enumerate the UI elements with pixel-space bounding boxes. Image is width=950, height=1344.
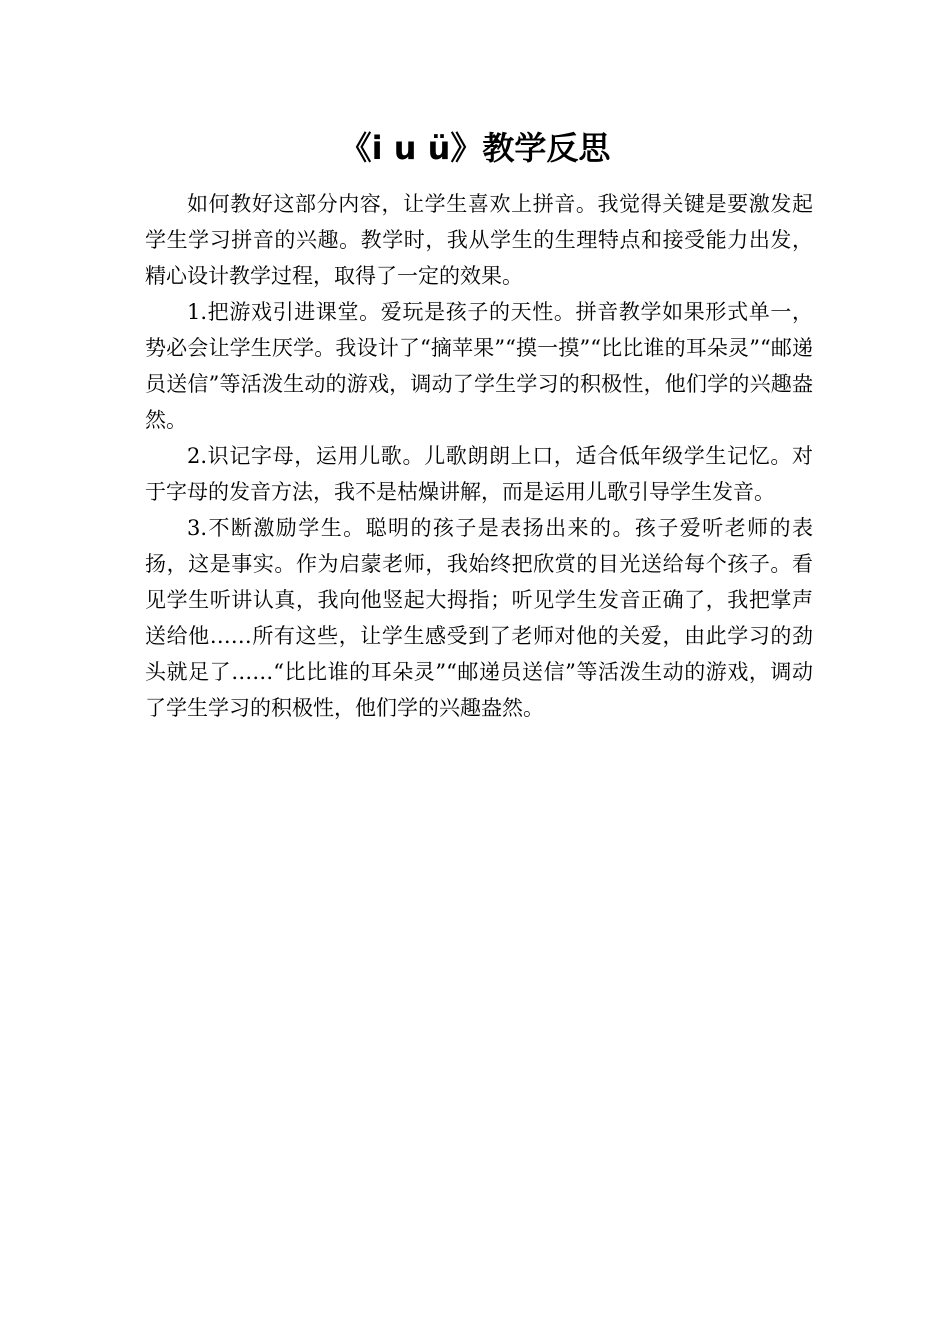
paragraph-intro: 如何教好这部分内容，让学生喜欢上拼音。我觉得关键是要激发起学生学习拼音的兴趣。教学时，我从学生的生理特点和接受能力出发，精心设计教学过程，取得了一定的效果。 [145,192,813,288]
paragraph-point-3: 3.不断激励学生。聪明的孩子是表扬出来的。孩子爱听老师的表扬，这是事实。作为启蒙老师，我始终把欣赏的目光送给每个孩子。看见学生听讲认真，我向他竖起大拇指；听见学生发音正确了，我把掌声送给他……所有这些，让学生感受到了老师对他的关爱，由此学习的劲头就足了……“比比谁的耳朵灵”“邮递员送信”等活泼生动的游戏，调动了学生学习的积极性，他们学的兴趣盎然。 [145,516,813,720]
paragraph-point-2: 2.识记字母，运用儿歌。儿歌朗朗上口，适合低年级学生记忆。对于字母的发音方法，我不是枯燥讲解，而是运用儿歌引导学生发音。 [145,444,813,504]
document-title: 《i u ü》教学反思 [339,129,611,167]
document-body [145,186,813,726]
paragraph-point-1: 1.把游戏引进课堂。爱玩是孩子的天性。拼音教学如果形式单一，势必会让学生厌学。我设计了“摘苹果”“摸一摸”“比比谁的耳朵灵”“邮递员送信”等活泼生动的游戏，调动了学生学习的积极性，他们学的兴趣盎然。 [145,300,813,432]
